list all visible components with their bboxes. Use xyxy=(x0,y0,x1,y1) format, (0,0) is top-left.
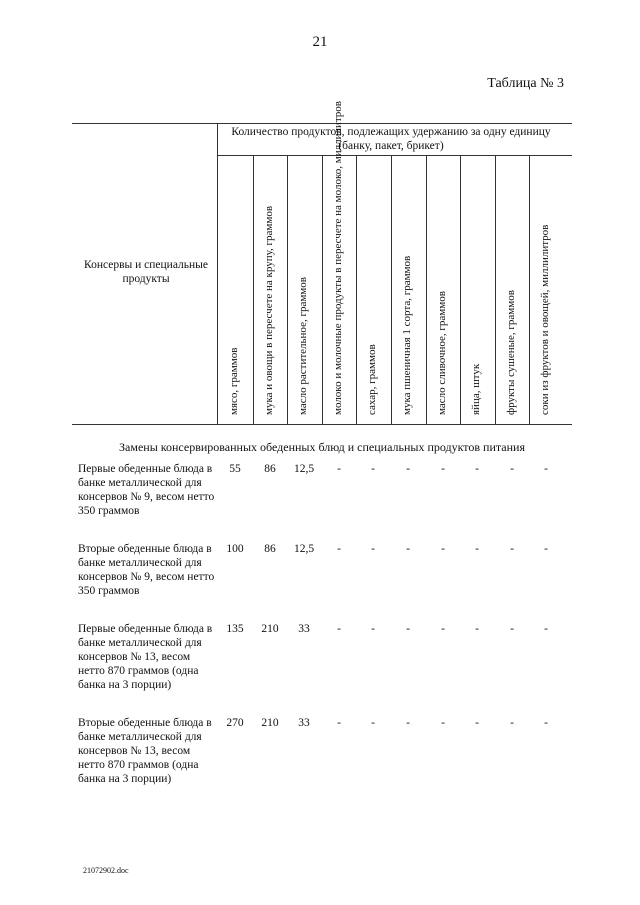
group-header-rule xyxy=(217,155,572,156)
table-cell: - xyxy=(371,623,375,635)
table-cell: - xyxy=(406,463,410,475)
table-cell: - xyxy=(337,543,341,555)
row-label: Первые обеденные блюда в банке металлической для консервов № 13, весом нетто 870 граммов (одна банка на 3 порции) xyxy=(78,623,213,691)
table-cell: - xyxy=(510,717,514,729)
table-cell: - xyxy=(441,463,445,475)
table-cell: 86 xyxy=(264,463,276,475)
column-header-label: мука пшеничная 1 сорта, граммов xyxy=(401,255,413,415)
row-label: Вторые обеденные блюда в банке металлической для консервов № 13, весом нетто 870 граммов (одна банка на 3 порции) xyxy=(78,717,212,785)
row-label: Первые обеденные блюда в банке металлической для консервов № 9, весом нетто 350 граммов xyxy=(78,463,215,517)
column-header-label: яйца, штук xyxy=(470,363,482,415)
footer-filename: 21072902.doc xyxy=(83,866,129,875)
section-heading: Замены консервированных обеденных блюд и специальных продуктов питания xyxy=(119,440,525,454)
table-cell: - xyxy=(475,623,479,635)
table-cell: 12,5 xyxy=(293,543,315,555)
group-header: Количество продуктов, подлежащих удержанию за одну единицу (банку, пакет, брикет) xyxy=(231,126,551,152)
column-header-label: мука и овощи в пересчете на крупу, граммов xyxy=(263,205,275,415)
column-header xyxy=(495,157,529,423)
column-header xyxy=(426,157,460,423)
column-header xyxy=(322,101,356,423)
table-top-rule xyxy=(72,123,572,124)
table-cell: 86 xyxy=(264,543,276,555)
table-cell: 33 xyxy=(298,717,310,729)
table-cell: - xyxy=(475,543,479,555)
table-cell: - xyxy=(371,543,375,555)
table-cell: - xyxy=(510,543,514,555)
column-header-label: масло растительное, граммов xyxy=(297,277,309,415)
table-cell: 210 xyxy=(261,623,279,635)
column-header-label: молоко и молочные продукты в пересчете на молоко, миллилитров xyxy=(332,101,344,415)
table-cell: - xyxy=(441,623,445,635)
column-header-label: масло сливочное, граммов xyxy=(436,291,448,415)
table-cell: - xyxy=(544,463,548,475)
table-cell: - xyxy=(406,717,410,729)
table-cell: 55 xyxy=(229,463,241,475)
table-cell: - xyxy=(406,543,410,555)
table-cell: - xyxy=(475,463,479,475)
column-header-label: мясо, граммов xyxy=(228,347,240,415)
table-cell: 135 xyxy=(226,623,244,635)
table-cell: - xyxy=(544,717,548,729)
table-cell: - xyxy=(337,623,341,635)
table-cell: 210 xyxy=(261,717,279,729)
table-cell: 270 xyxy=(226,717,244,729)
table-cell: - xyxy=(475,717,479,729)
column-header xyxy=(460,157,494,423)
table-cell: 33 xyxy=(298,623,310,635)
table-cell: - xyxy=(544,623,548,635)
table-cell: - xyxy=(337,717,341,729)
table-cell: - xyxy=(337,463,341,475)
column-header-label: фрукты сушеные, граммов xyxy=(505,290,517,415)
column-header xyxy=(356,157,390,423)
column-header xyxy=(253,157,287,423)
column-header-label: сахар, граммов xyxy=(366,344,378,415)
table-cell: - xyxy=(441,543,445,555)
column-header xyxy=(529,157,563,423)
table-cell: 100 xyxy=(226,543,244,555)
table-cell: - xyxy=(441,717,445,729)
table-cell: - xyxy=(406,623,410,635)
row-label: Вторые обеденные блюда в банке металлической для консервов № 9, весом нетто 350 граммов xyxy=(78,543,215,597)
column-header xyxy=(391,157,425,423)
table-cell: 12,5 xyxy=(293,463,315,475)
table-cell: - xyxy=(371,717,375,729)
table-cell: - xyxy=(510,623,514,635)
page-number: 21 xyxy=(312,34,328,50)
column-header-label: соки из фруктов и овощей, миллилитров xyxy=(539,224,551,415)
column-header xyxy=(287,157,321,423)
column-header xyxy=(218,157,252,423)
left-header: Консервы и специальные продукты xyxy=(83,259,208,285)
table-cell: - xyxy=(544,543,548,555)
table-cell: - xyxy=(371,463,375,475)
table-title: Таблица № 3 xyxy=(487,76,564,91)
table-cell: - xyxy=(510,463,514,475)
